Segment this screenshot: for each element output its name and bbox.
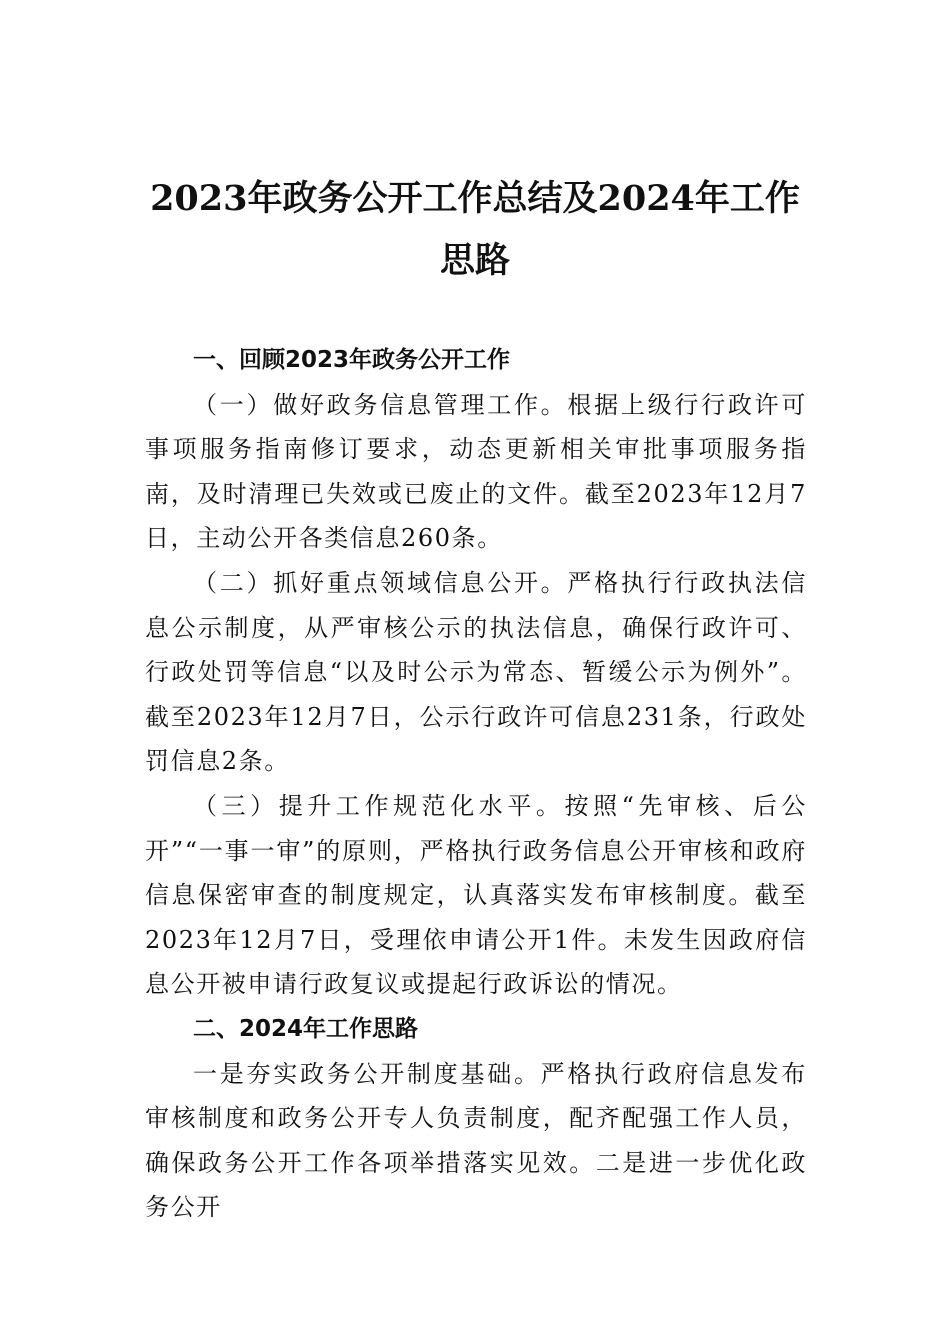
- paragraph-key-area-disclosure: （二）抓好重点领域信息公开。严格执行行政执法信息公示制度，从严审核公示的执法信息，确保行政许可、行政处罚等信息“以及时公示为常态、暂缓公示为例外”。截至2023年12月7日，公示行政许可信息231条，行政处罚信息2条。: [145, 568, 807, 776]
- paragraph-2024-plan: 一是夯实政务公开制度基础。严格执行政府信息发布审核制度和政务公开专人负责制度，配齐配强工作人员，确保政务公开工作各项举措落实见效。二是进一步优化政务公开: [145, 1059, 807, 1222]
- paragraph-info-management: （一）做好政务信息管理工作。根据上级行行政许可事项服务指南修订要求，动态更新相关审批事项服务指南，及时清理已失效或已废止的文件。截至2023年12月7日，主动公开各类信息260条。: [145, 390, 807, 553]
- section-heading-review-2023: 一、回顾2023年政务公开工作: [193, 347, 511, 373]
- section-heading-plan-2024: 二、2024年工作思路: [193, 1015, 419, 1042]
- paragraph-standardization: （三）提升工作规范化水平。按照“先审核、后公开”“一事一审”的原则，严格执行政务信息公开审核和政府信息保密审查的制度规定，认真落实发布审核制度。截至2023年12月7日，受理依申请公开1件。未发生因政府信息公开被申请行政复议或提起行政诉讼的情况。: [145, 791, 807, 999]
- document-title: 2023年政务公开工作总结及2024年工作思路: [150, 178, 800, 281]
- document-body: [145, 338, 807, 1230]
